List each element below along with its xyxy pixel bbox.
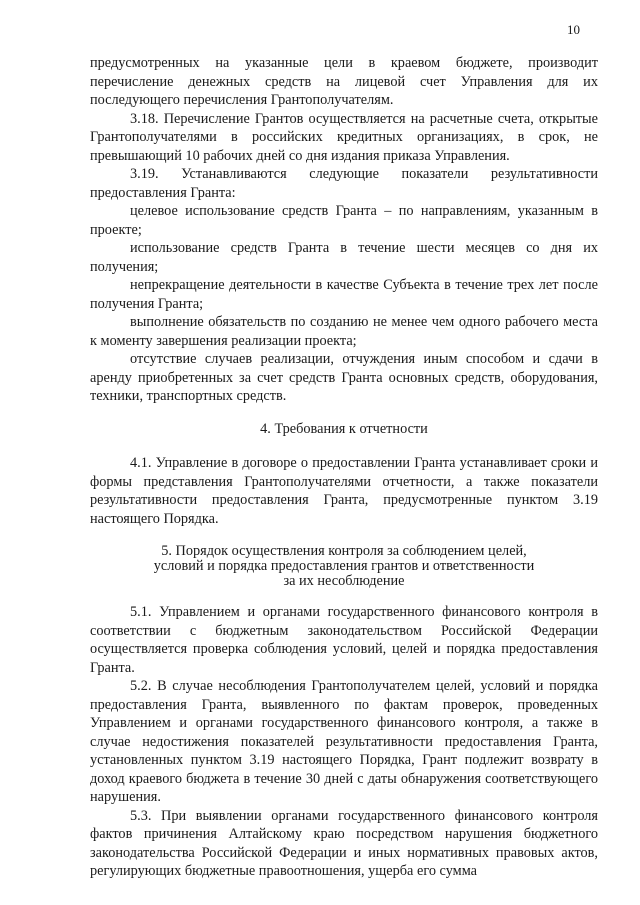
section-5-title-line: 5. Порядок осуществления контроля за соблюдением целей,: [161, 543, 527, 559]
indicator-item: непрекращение деятельности в качестве Субъекта в течение трех лет после получения Гранта;: [90, 277, 598, 312]
page-number: 10: [567, 22, 580, 37]
paragraph-5-3: 5.3. При выявлении органами государственного финансового контроля фактов причинения Алтайскому краю посредством нарушения бюджетного законодательства Российской Федерации и иных нормативных правовых актов, регулирующих бюджетные правоотношения, ущерба его сумма: [90, 807, 598, 879]
indicator-item: выполнение обязательств по созданию не менее чем одного рабочего места к моменту завершения реализации проекта;: [90, 314, 598, 349]
document-body: [90, 54, 598, 881]
indicator-item: использование средств Гранта в течение шести месяцев со дня их получения;: [90, 240, 598, 275]
paragraph-continuation: предусмотренных на указанные цели в краевом бюджете, производит перечисление денежных средств на лицевой счет Управления для их последующего перечисления Грантополучателям.: [90, 55, 598, 108]
section-4-title: 4. Требования к отчетности: [260, 420, 428, 437]
indicator-item: отсутствие случаев реализации, отчуждения иным способом и сдачи в аренду приобретенных за счет средств Гранта основных средств, оборудования, техники, транспортных средств.: [90, 351, 598, 404]
section-5-title-line: за их несоблюдение: [283, 573, 405, 589]
section-5-title-line: условий и порядка предоставления грантов и ответственности: [153, 558, 535, 574]
paragraph-4-1: 4.1. Управление в договоре о предоставлении Гранта устанавливает сроки и формы представления Грантополучателями отчетности, а также показатели результативности предоставления Гранта, предусмотренные пунктом 3.19 настоящего Порядка.: [90, 455, 598, 527]
indicator-item: целевое использование средств Гранта – по направлениям, указанным в проекте;: [90, 203, 598, 238]
paragraph-3-18: 3.18. Перечисление Грантов осуществляется на расчетные счета, открытые Грантополучателями в российских кредитных организациях, в срок, не превышающий 10 рабочих дней со дня издания приказа Управления.: [90, 110, 598, 164]
paragraph-5-1: 5.1. Управлением и органами государственного финансового контроля в соответствии с бюджетным законодательством Российской Федерации осуществляется проверка соблюдения условий, целей и порядка предоставления Гранта.: [90, 604, 598, 676]
paragraph-5-2: 5.2. В случае несоблюдения Грантополучателем целей, условий и порядка предоставления Гранта, выявленного по фактам проверок, проведенных Управлением и органами государственного финансового контроля, а также в случае недостижения показателей результативности предоставления Гранта, установленных пунктом 3.19 настоящего Порядка, Грант подлежит возврату в доход краевого бюджета в течение 30 дней с даты обнаружения соответствующего нарушения.: [90, 678, 598, 805]
section-5-title: [90, 544, 598, 589]
paragraph-3-19: 3.19. Устанавливаются следующие показатели результативности предоставления Гранта:: [90, 166, 598, 201]
